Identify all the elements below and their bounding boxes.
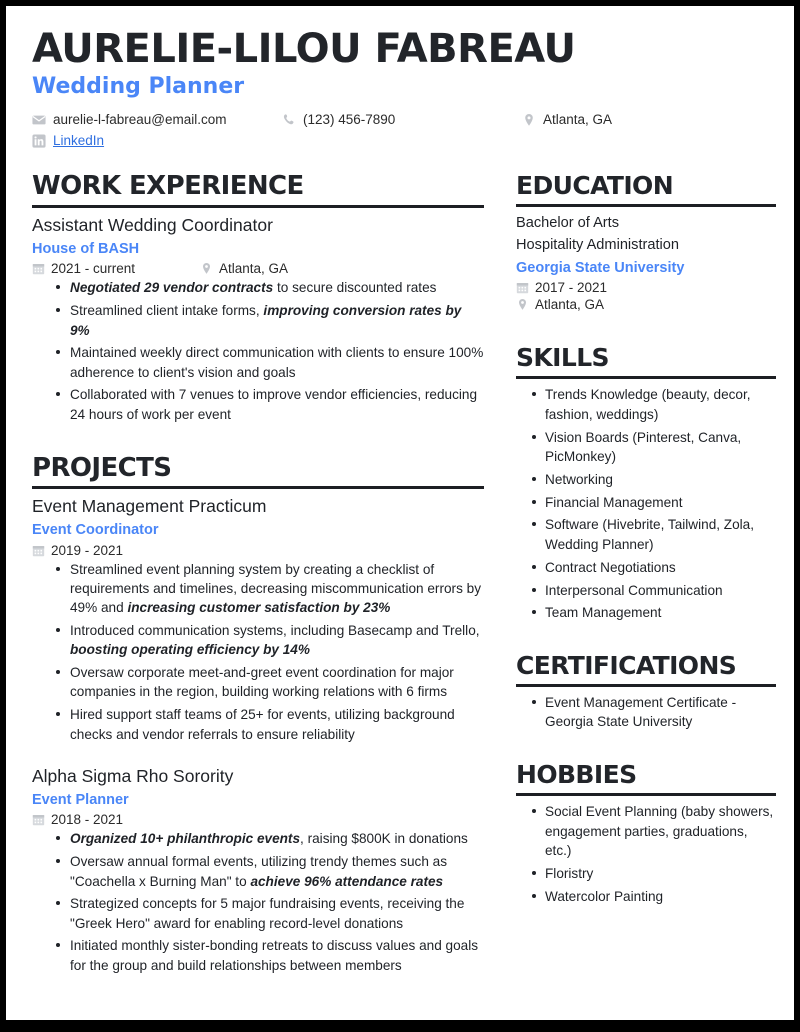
bullet-highlight: Negotiated 29 vendor contracts [70,280,274,296]
entry-date [32,543,200,558]
entry-date [32,261,200,276]
section-heading-work-experience: WORK EXPERIENCE [32,171,304,202]
education-field: Hospitality Administration [516,237,680,254]
section-heading-education: EDUCATION [516,171,674,201]
section-heading-projects: PROJECTS [32,452,172,483]
list-item: Team Management [532,603,776,623]
list-item: Watercolor Painting [532,887,776,907]
entry-location [200,261,288,276]
entry-meta [32,261,484,276]
bullet-text: Strategized concepts for 5 major fundraising events, receiving the "Greek Hero" award for enabling record-level donations [70,896,465,931]
section-work-experience [32,172,484,424]
section-rule [32,486,484,489]
bullet-highlight: achieve 96% attendance rates [250,873,444,889]
entry-title: Assistant Wedding Coordinator [32,215,273,236]
education-date-row [516,280,776,295]
calendar-icon [32,544,45,557]
list-item: Contract Negotiations [532,558,776,578]
bullet-text: Streamlined event planning system by creating a checklist of requirements and timelines, decreasing miscommunication errors by 49% and [70,561,482,616]
education-location-row [516,297,776,312]
education-location-text: Atlanta, GA [535,297,605,313]
entry-organization: Event Planner [32,791,129,808]
entry-date [32,812,200,827]
linkedin-icon [32,134,46,148]
entry-meta [32,812,484,827]
resume-body [32,171,774,978]
education-location [516,297,604,312]
contact-row-secondary [32,133,770,148]
entry-date-text: 2021 - current [51,261,136,277]
hobbies-list [516,802,776,907]
entry-meta [32,543,484,558]
bullet-item [56,621,484,660]
linkedin-link[interactable]: LinkedIn [53,133,105,149]
bullet-item [56,560,484,618]
map-pin-icon [200,262,213,275]
bullet-text: Collaborated with 7 venues to improve vendor efficiencies, reducing 24 hours of work per event [70,387,478,422]
education-date [516,280,607,295]
section-education [516,172,776,312]
entry-organization: House of BASH [32,240,140,257]
map-pin-icon [516,298,529,311]
section-hobbies [516,761,776,906]
bullet-item [56,705,484,744]
entry-title: Alpha Sigma Rho Sorority [32,766,234,787]
bullet-item [56,278,484,297]
left-column [32,172,484,978]
calendar-icon [516,281,529,294]
education-school: Georgia State University [516,259,685,276]
contact-linkedin[interactable] [32,133,104,148]
envelope-icon [32,113,46,127]
bullet-text: Hired support staff teams of 25+ for events, utilizing background checks and vendor referrals to ensure reliability [70,707,455,742]
contact-row-primary [32,112,770,127]
list-item: Financial Management [532,493,776,513]
bullet-item [56,301,484,340]
list-item: Networking [532,470,776,490]
entry-title: Event Management Practicum [32,496,267,517]
bullet-text: Streamlined client intake forms, [70,303,264,319]
contact-email-text: aurelie-l-fabreau@email.com [53,112,227,128]
bullet-text: , raising $800K in donations [300,831,468,847]
bullet-text: to secure discounted rates [273,280,437,296]
list-item: Floristry [532,864,776,884]
section-rule [32,205,484,208]
entry-date-text: 2019 - 2021 [51,542,124,558]
bullet-item [56,385,484,424]
resume-header [32,28,770,148]
work-entry [32,214,484,424]
bullet-item [56,894,484,933]
contact-email[interactable] [32,112,282,127]
section-certifications [516,652,776,732]
list-item: Event Management Certificate - Georgia State University [532,693,776,732]
contact-location-text: Atlanta, GA [543,112,613,128]
bullet-item [56,852,484,891]
entry-date-text: 2018 - 2021 [51,812,124,828]
bullet-highlight: increasing customer satisfaction by 23% [127,600,391,616]
bullet-text: Oversaw annual formal events, utilizing trendy themes such as "Coachella x Burning Man" to [70,854,448,889]
phone-icon [282,113,296,127]
section-rule [516,204,776,207]
education-degree: Bachelor of Arts [516,215,620,232]
education-date-text: 2017 - 2021 [535,280,608,296]
project-entry [32,765,484,975]
calendar-icon [32,813,45,826]
bullet-highlight: Organized 10+ philanthropic events [70,831,301,847]
job-title: Wedding Planner [32,74,245,99]
bullet-text: Maintained weekly direct communication with clients to ensure 100% adherence to client's vision and goals [70,345,484,380]
contact-location [522,112,722,127]
list-item: Interpersonal Communication [532,581,776,601]
entry-bullets [32,829,484,975]
section-heading-hobbies: HOBBIES [516,760,637,790]
section-projects [32,454,484,976]
map-pin-icon [522,113,536,127]
project-entry [32,495,484,743]
entry-bullets [32,560,484,744]
contact-phone-text: (123) 456-7890 [303,112,396,128]
section-heading-skills: SKILLS [516,343,609,373]
bullet-item [56,829,484,848]
skills-list [516,385,776,623]
resume-page [6,6,794,1020]
entry-location-text: Atlanta, GA [219,261,289,277]
list-item: Social Event Planning (baby showers, engagement parties, graduations, etc.) [532,802,776,861]
section-rule [516,684,776,687]
entry-organization: Event Coordinator [32,522,159,539]
bullet-text: Initiated monthly sister-bonding retreats to discuss values and goals for the group and build relationships between members [70,938,479,973]
section-skills [516,344,776,622]
bullet-text: Oversaw corporate meet-and-greet event coordination for major companies in the region, building working relations with 6 firms [70,665,454,700]
certifications-list [516,693,776,732]
list-item: Vision Boards (Pinterest, Canva, PicMonkey) [532,428,776,467]
bullet-item [56,663,484,702]
section-rule [516,793,776,796]
calendar-icon [32,262,45,275]
right-column [516,172,776,978]
list-item: Trends Knowledge (beauty, decor, fashion, weddings) [532,385,776,424]
contact-phone[interactable] [282,112,522,127]
bullet-highlight: improving conversion rates by 9% [70,303,462,338]
bullet-text: Introduced communication systems, including Basecamp and Trello, [70,623,480,639]
page-title: AURELIE-LILOU FABREAU [32,26,576,72]
list-item: Software (Hivebrite, Tailwind, Zola, Wedding Planner) [532,515,776,554]
entry-bullets [32,278,484,424]
bullet-item [56,343,484,382]
section-heading-certifications: CERTIFICATIONS [516,650,737,680]
section-rule [516,376,776,379]
bullet-item [56,936,484,975]
bullet-highlight: boosting operating efficiency by 14% [70,642,310,658]
